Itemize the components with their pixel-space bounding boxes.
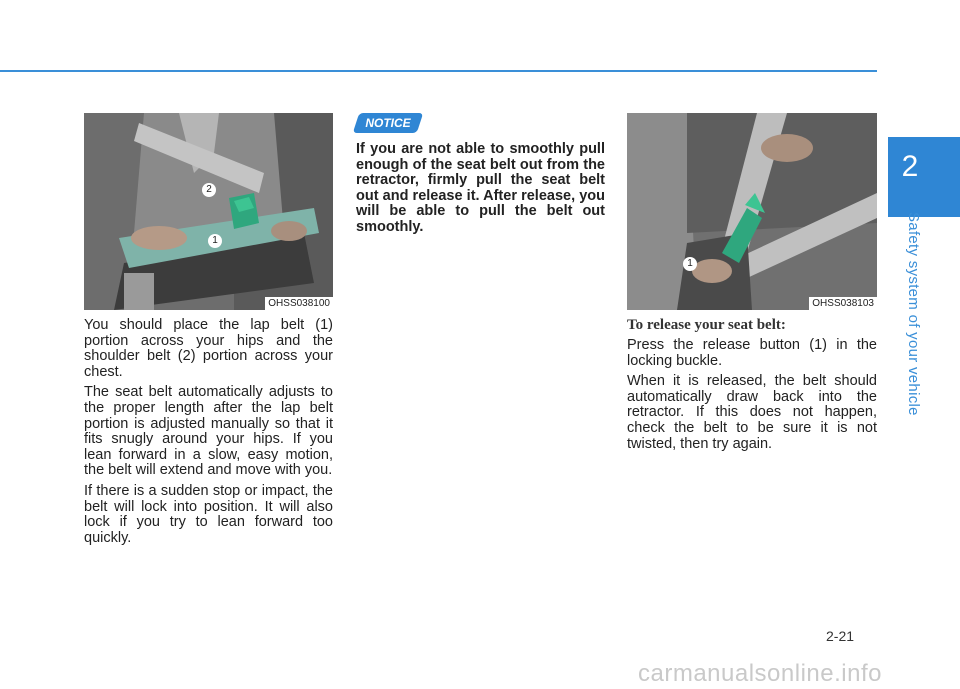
buckle-release-drawing <box>627 113 877 310</box>
figure-caption: OHSS038103 <box>809 297 877 310</box>
paragraph: Press the release button (1) in the locking buckle. <box>627 337 877 369</box>
paragraph: If there is a sudden stop or impact, the belt will lock into position. It will also lock if you try to lean forward too quickly. <box>84 482 333 546</box>
lap-belt-text <box>84 318 333 546</box>
header-rule <box>0 70 877 72</box>
chapter-number: 2 <box>901 150 919 183</box>
callout-1: 1 <box>208 234 222 248</box>
section-heading: To release your seat belt: <box>627 317 786 333</box>
page-number: 2-21 <box>826 628 855 644</box>
lap-belt-illustration <box>84 113 333 310</box>
paragraph: The seat belt automatically adjusts to the proper length after the lap belt portion is adjusted manually so that it fits snugly around your hips. If you lean forward in a slow, easy motion, the belt will extend and move with you. <box>84 384 333 479</box>
release-text <box>627 338 877 452</box>
notice-label: NOTICE <box>365 116 411 130</box>
chapter-title: Safety system of your vehicle <box>905 212 922 416</box>
notice-text: If you are not able to smoothly pull enough of the seat belt out from the retractor, firmly pull the seat belt out and release it. After release, you will be able to pull the belt out smoothly. <box>356 141 605 235</box>
paragraph: You should place the lap belt (1) portion across your hips and the shoulder belt (2) portion across your chest. <box>84 317 333 380</box>
figure-caption: OHSS038100 <box>265 297 333 310</box>
paragraph: When it is released, the belt should automatically draw back into the retractor. If this does not happen, check the belt to be sure it is not twisted, then try again. <box>627 373 877 452</box>
callout-1: 1 <box>683 257 697 271</box>
watermark: carmanualsonline.info <box>638 660 882 687</box>
buckle-release-illustration <box>627 113 877 310</box>
lap-belt-drawing <box>84 113 333 310</box>
callout-2: 2 <box>202 183 216 197</box>
